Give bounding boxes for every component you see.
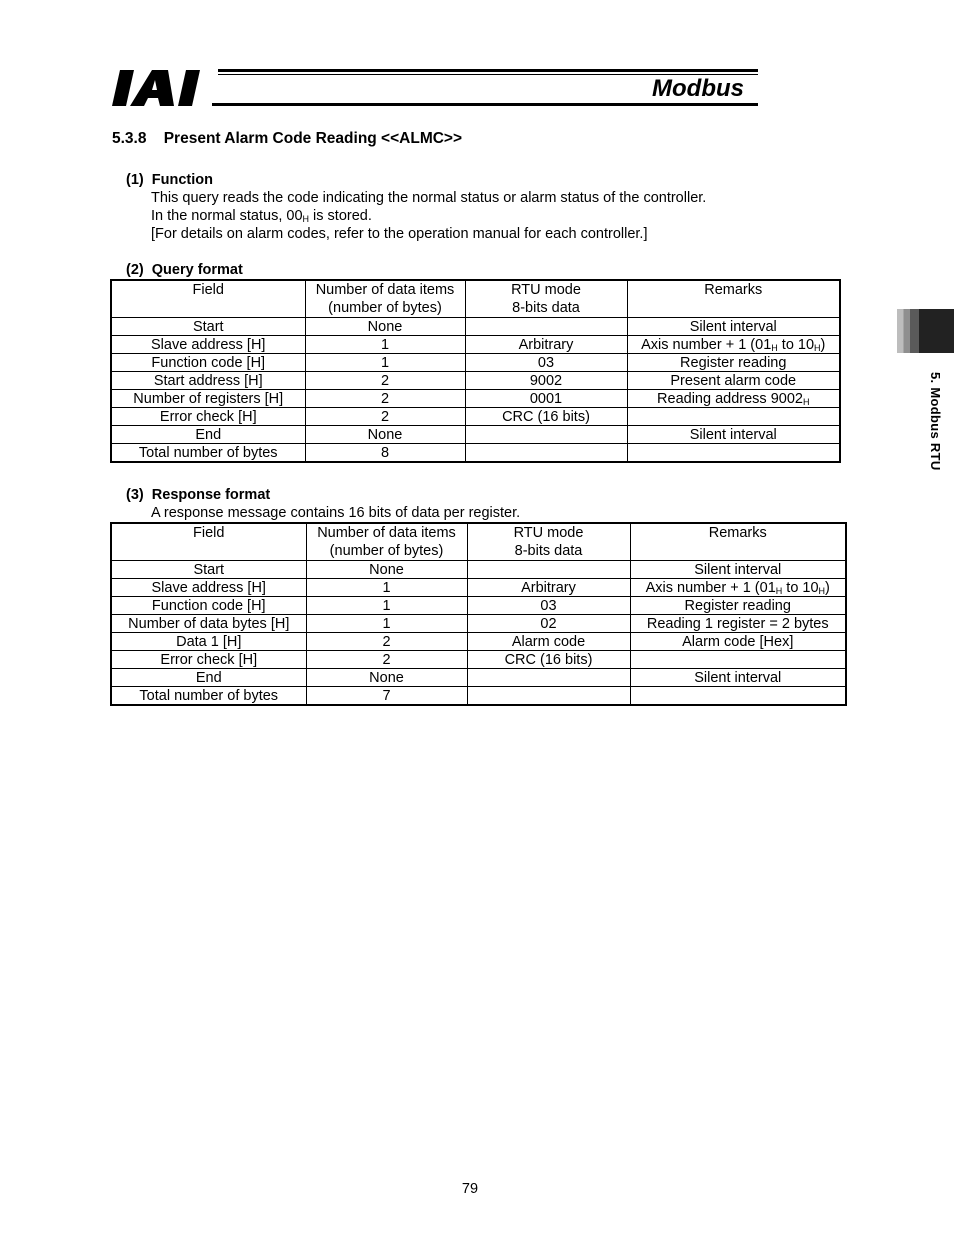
header-title: Modbus bbox=[652, 75, 744, 102]
response-intro: A response message contains 16 bits of data per register. bbox=[151, 505, 521, 521]
table-row: Start None Silent interval bbox=[111, 561, 846, 579]
function-line-2: In the normal status, $00_H$ is stored. bbox=[151, 208, 372, 224]
table-row: Slave address [H] 1 Arbitrary Axis number + 1 ($01_H$ to $10_H$) bbox=[111, 336, 840, 354]
side-tab-marker bbox=[919, 309, 954, 353]
iai-logo bbox=[112, 68, 212, 108]
query-format-table bbox=[110, 279, 841, 463]
header-rtu-mode: RTU mode 8-bits data bbox=[467, 523, 630, 561]
page-number: 79 bbox=[461, 1181, 479, 1197]
table-row: Slave address [H] 1 Arbitrary Axis number + 1 ($01_H$ to $10_H$) bbox=[111, 579, 846, 597]
response-format-table bbox=[110, 522, 847, 706]
table-row: Number of registers [H] 2 0001 Reading address $9002_H$ bbox=[111, 390, 840, 408]
axis-remark: Axis number + 1 ($01_H$ to $10_H$) bbox=[627, 336, 840, 354]
header-field: Field bbox=[111, 523, 306, 561]
header-remarks: Remarks bbox=[627, 280, 840, 318]
header-field: Field bbox=[111, 280, 305, 318]
table-header-row bbox=[111, 523, 846, 561]
function-line-3: [For details on alarm codes, refer to the operation manual for each controller.] bbox=[151, 226, 648, 242]
table-row: Total number of bytes 7 bbox=[111, 687, 846, 706]
section-number: 5.3.8 bbox=[112, 130, 147, 147]
query-heading: (2) Query format bbox=[126, 262, 243, 278]
reading-address-remark: Reading address $9002_H$ bbox=[627, 390, 840, 408]
table-row: Function code [H] 1 03 Register reading bbox=[111, 597, 846, 615]
function-heading: (1) Function bbox=[126, 172, 213, 188]
section-title bbox=[112, 130, 462, 148]
side-tab-label: 5. Modbus RTU bbox=[928, 372, 943, 471]
header-data-items: Number of data items (number of bytes) bbox=[306, 523, 467, 561]
function-line-1: This query reads the code indicating the normal status or alarm status of the controller. bbox=[151, 190, 707, 206]
table-row: Error check [H] 2 CRC (16 bits) bbox=[111, 408, 840, 426]
table-row: Total number of bytes 8 bbox=[111, 444, 840, 463]
table-row: End None Silent interval bbox=[111, 426, 840, 444]
table-row: Function code [H] 1 03 Register reading bbox=[111, 354, 840, 372]
axis-remark: Axis number + 1 ($01_H$ to $10_H$) bbox=[630, 579, 846, 597]
header-remarks: Remarks bbox=[630, 523, 846, 561]
header-data-items: Number of data items (number of bytes) bbox=[305, 280, 465, 318]
table-row: Start None Silent interval bbox=[111, 318, 840, 336]
table-row: End None Silent interval bbox=[111, 669, 846, 687]
table-row: Error check [H] 2 CRC (16 bits) bbox=[111, 651, 846, 669]
header-rtu-mode: RTU mode 8-bits data bbox=[465, 280, 627, 318]
table-row: Start address [H] 2 9002 Present alarm code bbox=[111, 372, 840, 390]
header-rule-bottom bbox=[212, 103, 758, 106]
header-rule-top bbox=[218, 69, 758, 72]
table-row: Data 1 [H] 2 Alarm code Alarm code [Hex] bbox=[111, 633, 846, 651]
side-tab-gradient bbox=[897, 309, 919, 353]
table-row: Number of data bytes [H] 1 02 Reading 1 register = 2 bytes bbox=[111, 615, 846, 633]
section-name: Present Alarm Code Reading <<ALMC>> bbox=[163, 130, 463, 147]
response-heading: (3) Response format bbox=[126, 487, 271, 503]
table-header-row bbox=[111, 280, 840, 318]
